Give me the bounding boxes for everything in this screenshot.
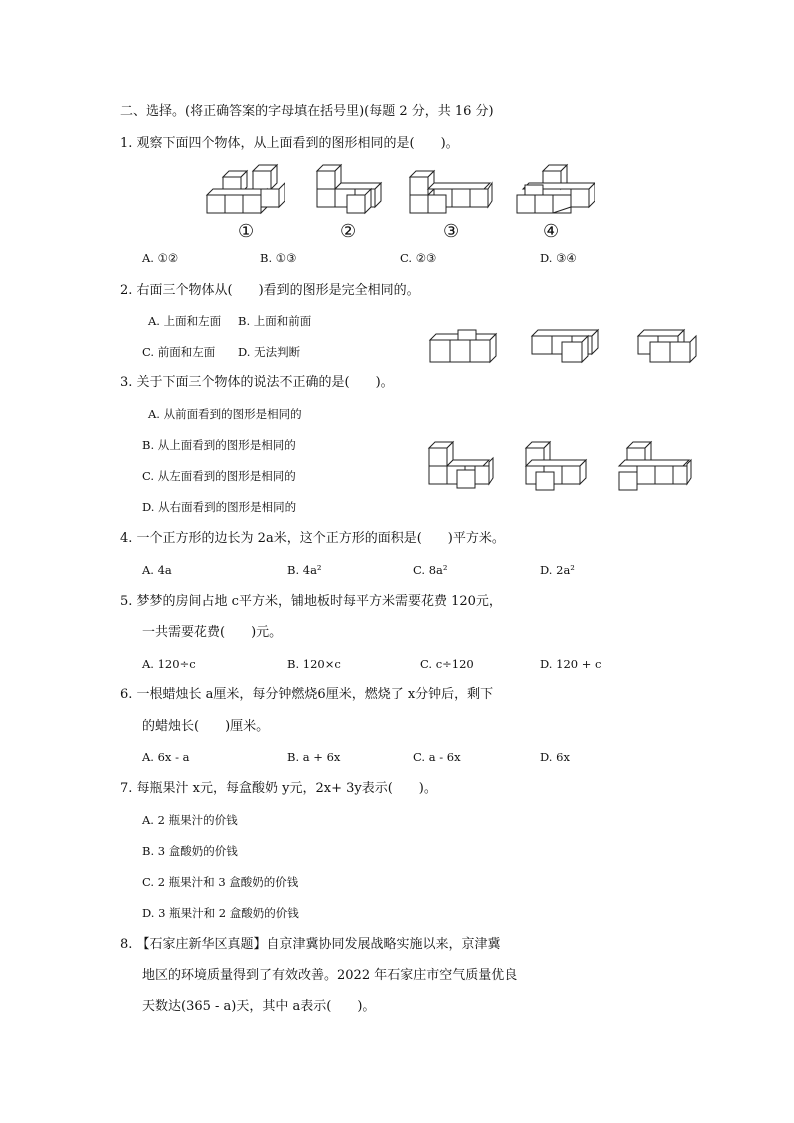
q4-option-b: B. 4a² — [287, 563, 322, 577]
q5-option-b: B. 120×c — [287, 657, 341, 671]
q6-option-a: A. 6x - a — [142, 750, 190, 764]
q3-figure-1 — [427, 440, 495, 492]
q1-option-b: B. ①③ — [260, 251, 297, 265]
question-2-stem: 2. 右面三个物体从( )看到的图形是完全相同的。 — [120, 283, 420, 298]
q1-figure-label-3: ③ — [443, 221, 460, 242]
q3-option-a: A. 从前面看到的图形是相同的 — [148, 407, 302, 421]
q7-option-c: C. 2 瓶果汁和 3 盒酸奶的价钱 — [142, 875, 299, 889]
question-8-stem-line1: 8. 【石家庄新华区真题】自京津冀协同发展战略实施以来，京津冀 — [120, 937, 501, 952]
q7-option-d: D. 3 瓶果汁和 2 盒酸奶的价钱 — [142, 906, 299, 920]
q2-option-b: B. 上面和前面 — [238, 314, 312, 328]
question-6-stem-line1: 6. 一根蜡烛长 a厘米，每分钟燃烧6厘米，燃烧了 x分钟后，剩下 — [120, 687, 494, 702]
q1-figure-label-1: ① — [238, 221, 255, 242]
question-6-stem-line2: 的蜡烛长( )厘米。 — [142, 719, 270, 734]
q1-figure-1 — [205, 163, 285, 215]
q3-option-d: D. 从右面看到的图形是相同的 — [142, 500, 297, 514]
q2-figure-1 — [428, 328, 500, 364]
q1-option-a: A. ①② — [142, 251, 179, 265]
question-7-stem: 7. 每瓶果汁 x元，每盒酸奶 y元，2x+ 3y表示( )。 — [120, 781, 437, 796]
q7-option-a: A. 2 瓶果汁的价钱 — [142, 813, 238, 827]
q4-option-d: D. 2a² — [540, 563, 575, 577]
q4-option-a: A. 4a — [142, 563, 172, 577]
q6-option-c: C. a - 6x — [413, 750, 461, 764]
question-3-stem: 3. 关于下面三个物体的说法不正确的是( )。 — [120, 375, 394, 390]
q2-figure-3 — [636, 328, 700, 364]
question-8-stem-line3: 天数达(365 - a)天，其中 a表示( )。 — [142, 999, 376, 1014]
section-title: 二、选择。(将正确答案的字母填在括号里)(每题 2 分，共 16 分) — [120, 104, 494, 119]
q3-figure-3 — [615, 440, 693, 492]
q1-figure-label-4: ④ — [543, 221, 560, 242]
q3-figure-2 — [522, 440, 590, 492]
q2-option-d: D. 无法判断 — [238, 345, 301, 359]
q1-figure-4 — [515, 163, 595, 215]
q1-figure-label-2: ② — [340, 221, 357, 242]
q6-option-d: D. 6x — [540, 750, 570, 764]
q2-option-c: C. 前面和左面 — [142, 345, 216, 359]
q1-option-d: D. ③④ — [540, 251, 577, 265]
q5-option-c: C. c÷120 — [420, 657, 474, 671]
question-1-stem: 1. 观察下面四个物体，从上面看到的图形相同的是( )。 — [120, 136, 459, 151]
question-8-stem-line2: 地区的环境质量得到了有效改善。2022 年石家庄市空气质量优良 — [142, 968, 518, 983]
q2-option-a: A. 上面和左面 — [148, 314, 222, 328]
q3-option-c: C. 从左面看到的图形是相同的 — [142, 469, 296, 483]
q2-figure-2 — [530, 328, 602, 364]
q4-option-c: C. 8a² — [413, 563, 448, 577]
question-5-stem-line2: 一共需要花费( )元。 — [142, 625, 283, 640]
q5-option-d: D. 120 + c — [540, 657, 602, 671]
q1-option-c: C. ②③ — [400, 251, 437, 265]
q1-figure-2 — [315, 163, 385, 215]
q7-option-b: B. 3 盒酸奶的价钱 — [142, 844, 238, 858]
q6-option-b: B. a + 6x — [287, 750, 341, 764]
q1-figure-3 — [408, 163, 493, 215]
question-5-stem-line1: 5. 梦梦的房间占地 c平方米，铺地板时每平方米需要花费 120元， — [120, 594, 502, 609]
question-4-stem: 4. 一个正方形的边长为 2a米，这个正方形的面积是( )平方米。 — [120, 531, 505, 546]
q3-option-b: B. 从上面看到的图形是相同的 — [142, 438, 296, 452]
q5-option-a: A. 120÷c — [142, 657, 196, 671]
